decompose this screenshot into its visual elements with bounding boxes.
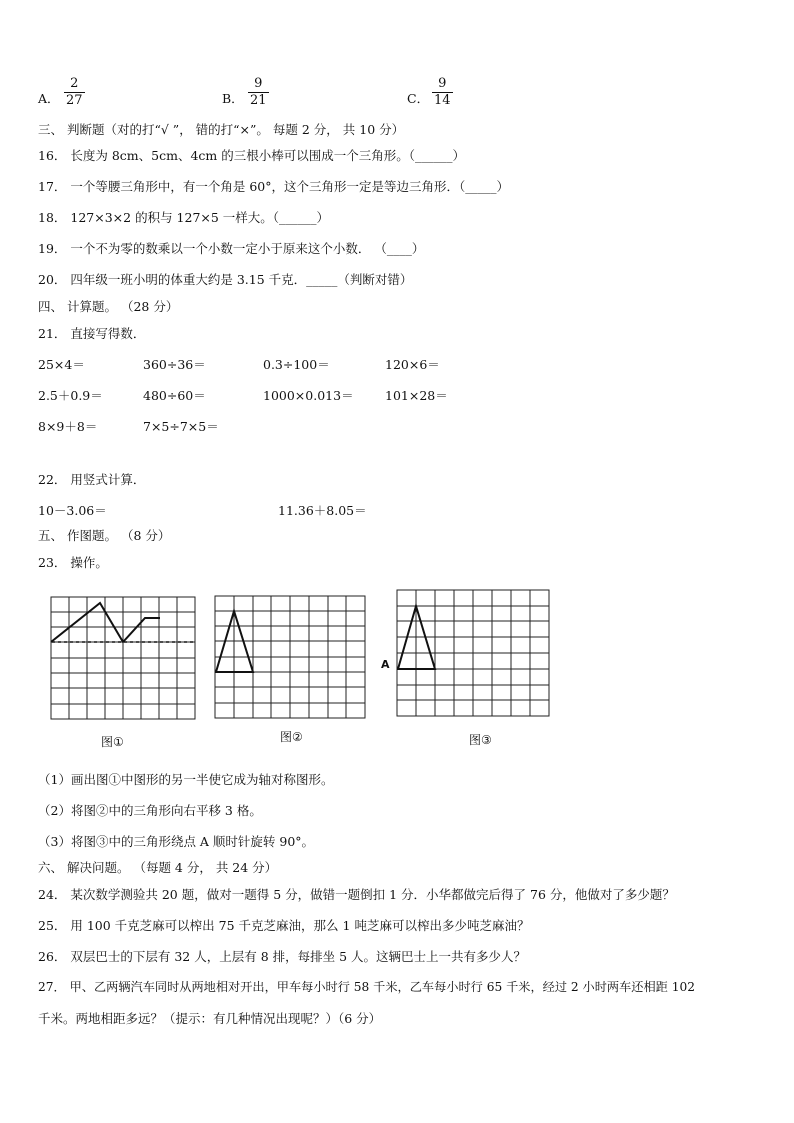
- figure-2-gridlines: [215, 596, 365, 718]
- figure-3-svg: [396, 589, 550, 717]
- question-22: 22． 用竖式计算．: [38, 472, 146, 487]
- choice-a-label: A．: [38, 91, 60, 106]
- question-17: 17． 一个等腰三角形中，有一个角是 60°，这个三角形一定是等边三角形．（_____）: [38, 179, 510, 194]
- calc-r2-c1: 2.5＋0.9＝: [38, 388, 103, 403]
- section4-title: 四、 计算题。 （28 分）: [38, 299, 179, 314]
- calc-r3-c2: 7×5÷7×5＝: [143, 419, 219, 434]
- figure-1-label: 图①: [101, 735, 124, 749]
- calc-r2-c3: 1000×0.013＝: [263, 388, 354, 403]
- question-25: 25． 用 100 千克芝麻可以榨出 75 千克芝麻油，那么 1 吨芝麻可以榨出多少吨芝麻油？: [38, 918, 530, 933]
- question-19: 19． 一个不为零的数乘以一个小数一定小于原来这个小数． （____）: [38, 241, 425, 256]
- operation-1: （1）画出图①中图形的另一半使它成为轴对称图形。: [38, 772, 334, 787]
- choice-b-denominator: 21: [250, 93, 267, 108]
- figure-3-gridlines: [397, 590, 549, 716]
- operation-3: （3）将图③中的三角形绕点 A 顺时针旋转 90°。: [38, 834, 315, 849]
- question-26: 26． 双层巴士的下层有 32 人，上层有 8 排，每排坐 5 人。这辆巴士上一共有多少人？: [38, 949, 527, 964]
- question-21: 21． 直接写得数．: [38, 326, 146, 341]
- figure-3-grid: [396, 589, 550, 717]
- choice-a-denominator: 27: [66, 93, 83, 108]
- section3-title: 三、 判断题（对的打“√ ”， 错的打“×”。 每题 2 分， 共 10 分）: [38, 122, 405, 137]
- question-20: 20． 四年级一班小明的体重大约是 3.15 千克．_____（判断对错）: [38, 272, 413, 287]
- choice-a-fraction: [64, 76, 85, 109]
- section6-title: 六、 解决问题。 （每题 4 分， 共 24 分）: [38, 860, 278, 875]
- question-27-line1: 27． 甲、乙两辆汽车同时从两地相对开出，甲车每小时行 58 千米，乙车每小时行 65 千米，经过 2 小时两车还相距 102: [38, 980, 695, 994]
- calc-r1-c3: 0.3÷100＝: [263, 357, 330, 372]
- choice-c-denominator: 14: [434, 93, 451, 108]
- calc-r1-c1: 25×4＝: [38, 357, 85, 372]
- figure-3-label: 图③: [469, 733, 492, 747]
- question-16: 16． 长度为 8cm、5cm、4cm 的三根小棒可以围成一个三角形。（______）: [38, 148, 465, 163]
- figure-1-svg: [50, 596, 196, 720]
- calc-r3-c1: 8×9＋8＝: [38, 419, 98, 434]
- calc-r2-c2: 480÷60＝: [143, 388, 206, 403]
- calc-r1-c4: 120×6＝: [385, 357, 440, 372]
- figure-1-gridlines: [51, 597, 195, 719]
- operation-2: （2）将图②中的三角形向右平移 3 格。: [38, 803, 262, 818]
- figure-2-grid: [214, 595, 366, 719]
- calc-r2-c4: 101×28＝: [385, 388, 448, 403]
- question-27-line2: 千米。两地相距多远？（提示：有几种情况出现呢？）（6 分）: [38, 1011, 382, 1026]
- section5-title: 五、 作图题。 （8 分）: [38, 528, 171, 543]
- choice-b-numerator: 9: [248, 76, 269, 93]
- question-18: 18． 127×3×2 的积与 127×5 一样大。（______）: [38, 210, 330, 225]
- figure-2-svg: [214, 595, 366, 719]
- vertical-calc-2: 11.36＋8.05＝: [278, 503, 367, 518]
- choice-c-label: C．: [407, 91, 430, 106]
- calc-r1-c2: 360÷36＝: [143, 357, 206, 372]
- choice-c-fraction: [432, 76, 453, 109]
- choice-c-numerator: 9: [432, 76, 453, 93]
- choice-b-label: B．: [222, 91, 244, 106]
- vertical-calc-1: 10－3.06＝: [38, 503, 107, 518]
- question-23: 23． 操作。: [38, 555, 108, 570]
- choice-a-numerator: 2: [64, 76, 85, 93]
- question-24: 24． 某次数学测验共 20 题，做对一题得 5 分，做错一题倒扣 1 分．小华都做完后得了 76 分，他做对了多少题？: [38, 887, 675, 902]
- figure-2-label: 图②: [280, 730, 303, 744]
- figure-3-point-a: A: [381, 658, 390, 671]
- choice-b-fraction: [248, 76, 269, 109]
- figure-1-grid: [50, 596, 196, 720]
